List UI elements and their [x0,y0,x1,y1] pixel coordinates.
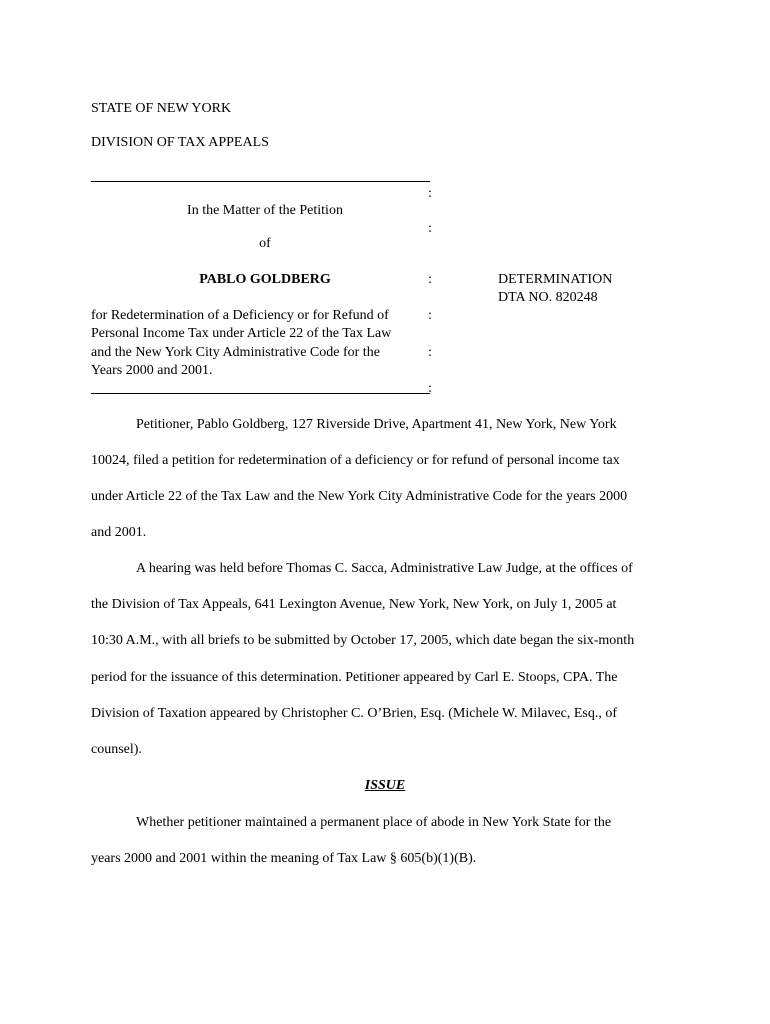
caption-description-line: Years 2000 and 2001. [91,363,213,378]
division-heading: DIVISION OF TAX APPEALS [91,135,269,150]
caption-colon: : [428,221,432,236]
caption-top-rule [91,181,430,182]
paragraph-line: counsel). [91,742,142,757]
paragraph-line: 10:30 A.M., with all briefs to be submitted by October 17, 2005, which date began the six-month [91,633,635,648]
paragraph-line: Whether petitioner maintained a permanent place of abode in New York State for the [136,815,612,830]
caption-colon: : [428,272,432,287]
paragraph-line: years 2000 and 2001 within the meaning of Tax Law § 605(b)(1)(B). [91,851,477,866]
paragraph-line: under Article 22 of the Tax Law and the New York City Administrative Code for the years 2000 [91,489,628,504]
of-line: of [259,236,271,251]
caption-description-line: for Redetermination of a Deficiency or for Refund of [91,308,389,323]
caption-colon: : [428,381,432,396]
state-heading: STATE OF NEW YORK [91,101,232,116]
caption-description-line: and the New York City Administrative Code for the [91,345,380,360]
dta-number: DTA NO. 820248 [498,290,598,305]
paragraph-line: A hearing was held before Thomas C. Sacca, Administrative Law Judge, at the offices of [136,561,633,576]
caption-bottom-rule [91,393,430,394]
caption-colon: : [428,308,432,323]
caption-description-line: Personal Income Tax under Article 22 of the Tax Law [91,326,392,341]
petitioner-name: PABLO GOLDBERG [199,272,331,287]
paragraph-line: the Division of Tax Appeals, 641 Lexington Avenue, New York, New York, on July 1, 2005 at [91,597,617,612]
document-type: DETERMINATION [498,272,613,287]
caption-colon: : [428,186,432,201]
paragraph-line: Petitioner, Pablo Goldberg, 127 Riverside Drive, Apartment 41, New York, New York [136,417,617,432]
paragraph-line: Division of Taxation appeared by Christopher C. O’Brien, Esq. (Michele W. Milavec, Esq., of [91,706,617,721]
paragraph-line: period for the issuance of this determination. Petitioner appeared by Carl E. Stoops, CPA. The [91,670,618,685]
caption-colon: : [428,345,432,360]
paragraph-line: and 2001. [91,525,147,540]
matter-line: In the Matter of the Petition [187,203,343,218]
paragraph-line: 10024, filed a petition for redetermination of a deficiency or for refund of personal income tax [91,453,620,468]
issue-heading: ISSUE [364,778,406,793]
